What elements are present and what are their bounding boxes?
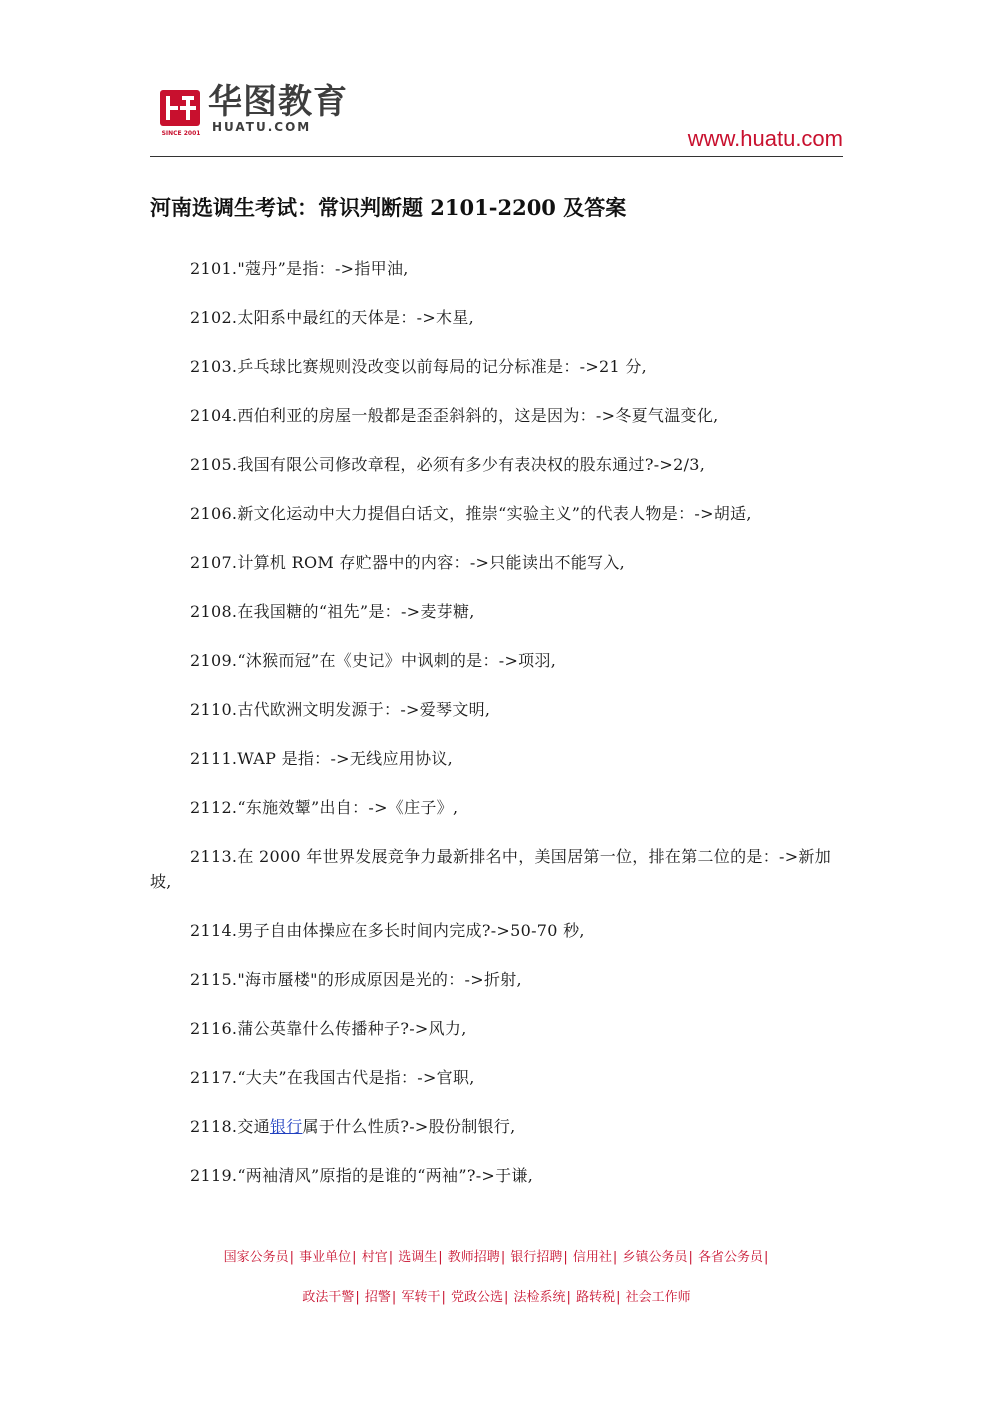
- qa-text: 古代欧洲文明发源于：->爱琴文明,: [237, 700, 491, 719]
- footer-separator: |: [500, 1250, 506, 1265]
- qa-number: 2115.: [190, 970, 238, 989]
- qa-text: 西伯利亚的房屋一般都是歪歪斜斜的，这是因为：->冬夏气温变化,: [237, 406, 719, 425]
- footer-separator: |: [355, 1290, 360, 1305]
- document-title: 河南选调生考试：常识判断题 2101-2200 及答案: [150, 195, 627, 220]
- qa-item-2107: [150, 550, 843, 575]
- qa-item-2110: [150, 697, 843, 722]
- footer-links-row-2: [0, 1286, 993, 1305]
- qa-text: 男子自由体操应在多长时间内完成?->50-70 秒,: [237, 921, 585, 940]
- footer-separator: |: [504, 1290, 509, 1305]
- footer-separator: |: [441, 1290, 446, 1305]
- qa-item-2111: [150, 746, 843, 771]
- qa-text: 在我国糖的“祖先”是：->麦芽糖,: [237, 602, 475, 621]
- qa-item-2113: [150, 844, 843, 894]
- footer-link[interactable]: 乡镇公务员: [622, 1250, 688, 1265]
- qa-item-2106: [150, 501, 843, 526]
- qa-number: 2104.: [190, 406, 238, 425]
- footer-link[interactable]: 军转干: [401, 1290, 441, 1305]
- qa-item-2102: [150, 305, 843, 330]
- qa-number: 2105.: [190, 455, 238, 474]
- qa-text: 在 2000 年世界发展竞争力最新排名中，美国居第一位，排在第二位的是：->新加坡,: [150, 847, 832, 891]
- qa-number: 2116.: [190, 1019, 238, 1038]
- qa-number: 2109.: [190, 651, 238, 670]
- qa-item-2101: [150, 256, 843, 281]
- qa-item-2103: [150, 354, 843, 379]
- footer-separator: |: [391, 1290, 397, 1305]
- footer-separator: |: [764, 1250, 769, 1265]
- footer-link[interactable]: 招警: [364, 1290, 391, 1305]
- footer-link[interactable]: 党政公选: [450, 1290, 503, 1305]
- qa-item-2114: [150, 918, 843, 943]
- qa-text: “沐猴而冠”在《史记》中讽刺的是：->项羽,: [237, 651, 557, 670]
- logo-brand-en: HUATU.COM: [212, 120, 312, 134]
- qa-number: 2114.: [190, 921, 238, 940]
- qa-item-2109: [150, 648, 843, 673]
- qa-number: 2110.: [190, 700, 238, 719]
- qa-number: 2107.: [190, 553, 238, 572]
- qa-text: “两袖清风”原指的是谁的“两袖”?->于谦,: [237, 1166, 534, 1185]
- footer-separator: |: [612, 1250, 618, 1265]
- qa-number: 2102.: [190, 308, 238, 327]
- footer-link[interactable]: 路转税: [576, 1290, 616, 1305]
- qa-number: 2101.: [190, 259, 238, 278]
- footer-separator: |: [438, 1250, 443, 1265]
- bank-link[interactable]: 银行: [269, 1117, 303, 1136]
- qa-number: 2106.: [190, 504, 238, 523]
- qa-text: “大夫”在我国古代是指：->官职,: [237, 1068, 475, 1087]
- qa-text: 计算机 ROM 存贮器中的内容：->只能读出不能写入,: [237, 553, 626, 572]
- footer-link[interactable]: 选调生: [398, 1250, 438, 1265]
- logo-brand-cn: 华图教育: [208, 82, 348, 122]
- qa-text: 太阳系中最红的天体是：->木星,: [237, 308, 475, 327]
- footer-link[interactable]: 社会工作师: [625, 1290, 691, 1305]
- qa-number: 2119.: [190, 1166, 238, 1185]
- qa-number: 2111.: [190, 749, 238, 768]
- footer-separator: |: [563, 1250, 568, 1265]
- header-divider: [150, 156, 843, 157]
- qa-text-before: 交通: [237, 1117, 270, 1136]
- footer-link[interactable]: 信用社: [572, 1250, 612, 1265]
- footer-separator: |: [688, 1250, 693, 1265]
- footer-links-row-1: [0, 1246, 993, 1265]
- logo-since-text: SINCE 2001: [161, 130, 201, 137]
- qa-text: 新文化运动中大力提倡白话文，推崇“实验主义”的代表人物是：->胡适,: [237, 504, 752, 523]
- qa-text: "蔻丹”是指：->指甲油,: [237, 259, 409, 278]
- qa-item-2119: [150, 1163, 843, 1188]
- qa-number: 2117.: [190, 1068, 238, 1087]
- footer-separator: |: [388, 1250, 394, 1265]
- qa-number: 2108.: [190, 602, 238, 621]
- qa-text: WAP 是指：->无线应用协议,: [237, 749, 454, 768]
- qa-number: 2118.: [190, 1117, 238, 1136]
- footer-link[interactable]: 村官: [361, 1250, 388, 1265]
- qa-text: 我国有限公司修改章程，必须有多少有表决权的股东通过?->2/3,: [237, 455, 706, 474]
- qa-text: 蒲公英靠什么传播种子?->风力,: [237, 1019, 467, 1038]
- qa-text: 乒乓球比赛规则没改变以前每局的记分标准是：->21 分,: [237, 357, 648, 376]
- qa-list: [150, 256, 843, 1212]
- qa-item-2116: [150, 1016, 843, 1041]
- qa-item-2112: [150, 795, 843, 820]
- footer-link[interactable]: 事业单位: [299, 1250, 352, 1265]
- site-url-link[interactable]: www.huatu.com: [687, 126, 843, 151]
- qa-item-2118: [150, 1114, 843, 1139]
- qa-number: 2113.: [190, 847, 238, 866]
- footer-link[interactable]: 国家公务员: [223, 1250, 289, 1265]
- footer-link[interactable]: 银行招聘: [510, 1250, 563, 1265]
- qa-text-after: 属于什么性质?->股份制银行,: [302, 1117, 516, 1136]
- footer-separator: |: [352, 1250, 357, 1265]
- footer-link[interactable]: 各省公务员: [697, 1250, 763, 1265]
- qa-number: 2103.: [190, 357, 238, 376]
- footer-link[interactable]: 政法干警: [302, 1290, 355, 1305]
- footer-link[interactable]: 法检系统: [513, 1290, 566, 1305]
- qa-item-2104: [150, 403, 843, 428]
- footer-link[interactable]: 教师招聘: [447, 1250, 500, 1265]
- qa-number: 2112.: [190, 798, 238, 817]
- qa-item-2117: [150, 1065, 843, 1090]
- footer-separator: |: [566, 1290, 571, 1305]
- qa-item-2115: [150, 967, 843, 992]
- footer-separator: |: [289, 1250, 295, 1265]
- qa-item-2108: [150, 599, 843, 624]
- qa-text: "海市蜃楼"的形成原因是光的：->折射,: [237, 970, 522, 989]
- qa-text: “东施效颦”出自：->《庄子》,: [237, 798, 459, 817]
- footer-separator: |: [616, 1290, 621, 1305]
- huatu-logo[interactable]: [158, 82, 380, 138]
- qa-item-2105: [150, 452, 843, 477]
